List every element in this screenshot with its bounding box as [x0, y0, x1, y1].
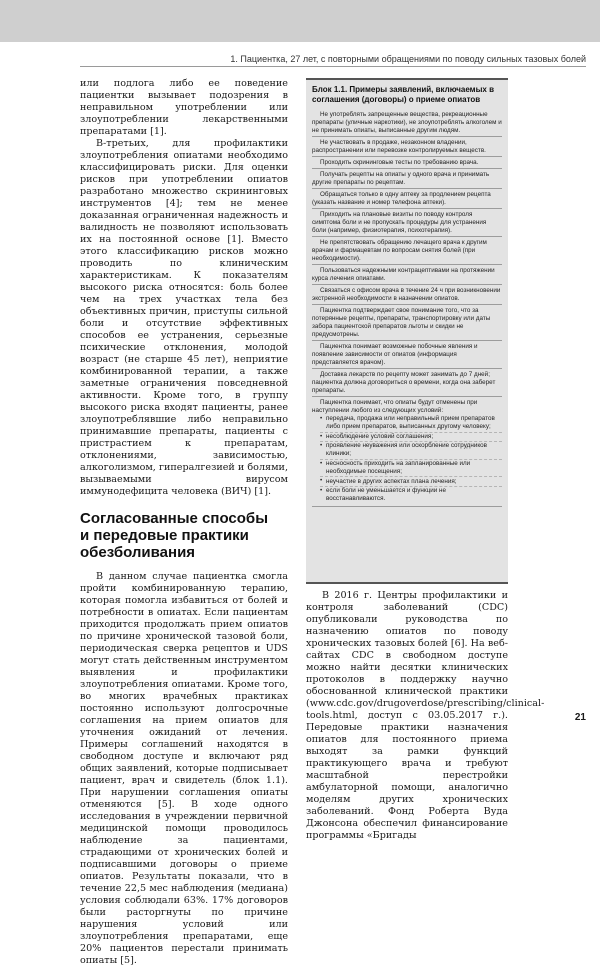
- box-bullet-item: • проявление неуважения или оскорбление сотрудников клиники;: [320, 442, 502, 460]
- right-column-text: [306, 590, 545, 842]
- box-statement: Не участвовать в продаже, незаконном владении, распространении или перевозке контролируемых веществ.: [312, 137, 502, 157]
- box-bullet-item: • передача, продажа или неправильный прием препаратов либо прием препаратов, выписанных другому человеку;: [320, 415, 502, 433]
- running-header: 1. Пациентка, 27 лет, с повторными обращениями по поводу сильных тазовых болей: [230, 54, 586, 64]
- box-statement: Пациентка понимает, что опиаты будут отменены при наступлении любого из следующих условий:: [312, 398, 478, 414]
- box-statement: Проходить скрининговые тесты по требованию врача.: [312, 157, 502, 169]
- box-statement: Пациентка понимает возможные побочные явления и появление зависимости от опиатов (информация представляется врачом).: [312, 341, 502, 369]
- box-statement: Обращаться только в одну аптеку за продлением рецепта (указать название и номер телефона аптеки).: [312, 189, 502, 209]
- box-statement: Приходить на плановые визиты по поводу контроля симптома боли и не пропускать процедуры для устранения боли (например, физиотерапия, психотерапия).: [312, 209, 502, 237]
- box-statement: Получать рецепты на опиаты у одного врача и принимать другие препараты по рецептам.: [312, 169, 502, 189]
- box-statement: Связаться с офисом врача в течение 24 ч при возникновении экстренной необходимости в назначении опиатов.: [312, 285, 502, 305]
- box-title: Блок 1.1. Примеры заявлений, включаемых в соглашения (договоры) о приеме опиатов: [312, 85, 495, 104]
- box-statement: Пациентка подтверждает свое понимание того, что за потерянные рецепты, препараты, транспортировку или даты забора пациентской препаратов льготы и скидки не предусмотрены.: [312, 305, 502, 341]
- box-bullet-item: • если боли не уменьшается и функции не восстанавливаются.: [320, 487, 502, 504]
- body-paragraph: В 2016 г. Центры профилактики и контроля заболеваний (CDC) опубликовали руководства по назначению опиатов по поводу хронических тазовых болей [6]. На веб-сайтах CDC в свободном доступе можно найти десятки клинических протоколов в поддержку научно обоснованной клинической практики (www.cdc.gov/drugoverdose/prescribing/clinical-tools.html, доступ с 03.05.2017 г.). Передовые практики назначения опиатов для постоянного приема выходят за рамки функций практикующего врача и требуют масштабной перестройки амбулаторной помощи, аналогично моделям других хронических заболеваний. Фонд Роберта Вуда Джонсона обеспечил финансирование программы «Бригады: [306, 590, 545, 841]
- section-heading-line: и передовые практики: [80, 527, 249, 544]
- header-divider: [80, 66, 586, 67]
- body-paragraph: В-третьих, для профилактики злоупотребления опиатами необходимо классифицировать риски. Для оценки рисков при употреблении опиатов разработано множество скрининговых инструментов [4]; тем не менее доказанная ограниченная надежность и валидность не позволяют использовать их на постоянной основе [1]. Вместо этого классификацию рисков можно проводить по клиническим характеристикам. К показателям высокого риска относятся: боль более чем на трех участках тела без объективных причин, приступы сильной боли и отсутствие эффективных способов ее устранения, серьезные психические отклонения, молодой возраст (не старше 45 лет), неприятие комбинированной терапии, а также заметные ограничения повседневной активности. Кроме того, в группу высокого риска входят пациенты, ранее злоупотреблявшие либо неправильно принимавшие препараты, пациенты с пристрастием к препаратам, отклонениями, зависимостью, алкоголизмом, гипералгезией и болями, вызываемыми вирусом иммунодефицита человека (ВИЧ) [1].: [80, 138, 288, 497]
- box-statement: Доставка лекарств по рецепту может занимать до 7 дней; пациентка должна договориться о времени, когда она заберет препараты.: [312, 369, 502, 397]
- top-gray-bar: [0, 0, 600, 42]
- box-statement: Пользоваться надежными контрацептивами на протяжении курса лечения опиатами.: [312, 265, 502, 285]
- left-column: [80, 78, 288, 967]
- body-paragraph: В данном случае пациентка смогла пройти комбинированную терапию, которая помогла избавиться от болей и потребности в опиатах. Если пациентам приходится продолжать прием опиатов по причине хронической тазовой боли, периодическая сверка рецептов и UDS могут стать действенным инструментом выявления и профилактики злоупотребления опиатами. Кроме того, во многих врачебных практиках постоянно используют долгосрочные соглашения на прием опиатов для уточнения ожиданий от лечения. Примеры соглашений находятся в свободном доступе и включают ряд общих заявлений, которые подписывает пациент, врач и свидетель (блок 1.1). При нарушении соглашения опиаты отменяются [5]. В ходе одного исследования в учреждении первичной медицинской помощи проводилось наблюдение за пациентами, страдающими от хронических болей и подписавшими договоры о приеме опиатов. Результаты показали, что в течение 22,5 мес наблюдения (медиана) условия соблюдали 63%. 17% договоров были расторгнуты по причине нарушения условий или злоупотребления препаратами, еще 20% пациентов перестали принимать опиаты [5].: [80, 571, 288, 966]
- sidebar-box: [306, 78, 508, 584]
- box-bullet-list: [312, 415, 502, 507]
- section-heading: [80, 510, 288, 561]
- box-statement: Не препятствовать обращению лечащего врача к другим врачам и фармацевтам по вопросам снятия болей (при необходимости).: [312, 237, 502, 265]
- box-bullet-item: • несоблюдение условий соглашения;: [320, 433, 502, 443]
- section-heading-line: Согласованные способы: [80, 510, 268, 527]
- box-bullet-item: • несносность приходить на запланированные или необходимые посещения;: [320, 460, 502, 478]
- box-bullet-item: • неучастие в других аспектах плана лечения;: [320, 477, 502, 487]
- section-heading-line: обезболивания: [80, 544, 196, 561]
- body-paragraph: или подлога либо ее поведение пациентки вызывает подозрения в неправильном употреблении или злоупотреблении лекарственными препаратами [1].: [80, 78, 288, 137]
- box-statement: Не употреблять запрещенные вещества, рекреационные препараты (уличные наркотики), не злоупотреблять алкоголем и не принимать опиаты, выписанные другим людям.: [312, 109, 502, 137]
- page-number: 21: [574, 712, 586, 723]
